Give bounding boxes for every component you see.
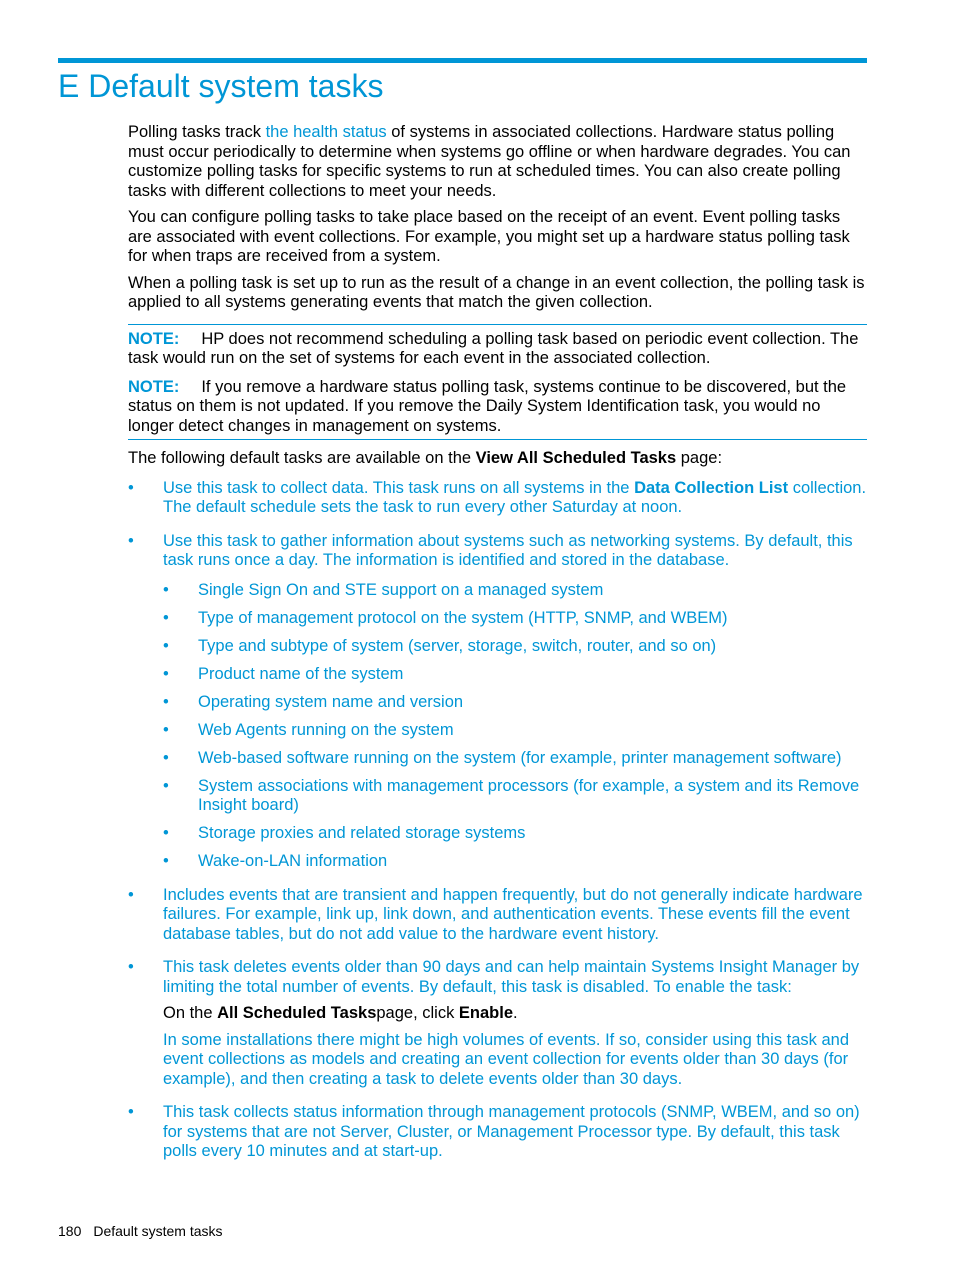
- note-label: NOTE:: [128, 329, 180, 348]
- page-footer: [58, 1222, 223, 1240]
- note-label: NOTE:: [128, 377, 180, 396]
- intro-paragraph-2: You can configure polling tasks to take place based on the receipt of an event. Event polling tasks are associated with event collections. For example, you might set up a hardware status polling task for when traps are received from a system.: [128, 208, 850, 265]
- sub-list-item: • Single Sign On and STE support on a managed system: [163, 581, 867, 601]
- sub-list-item: • Storage proxies and related storage systems: [163, 824, 867, 844]
- list-item: • This task collects status information through management protocols (SNMP, WBEM, and so on) for systems that are not Server, Cluster, or Management Processor type. By default, this task polls every 10 minutes and at start-up.: [128, 1103, 867, 1162]
- sub-list-item: • Type of management protocol on the system (HTTP, SNMP, and WBEM): [163, 609, 867, 629]
- list-item: • This task deletes events older than 90 days and can help maintain Systems Insight Manager by limiting the total number of events. By default, this task is disabled. To enable the task: On the All Scheduled Taskspage, click Enable. In some installations there might be high volumes of events. If so, consider using this task and event collections as models and creating an event collection for events older than 30 days (for example), and then creating a task to delete events older than 30 days.: [128, 958, 867, 1089]
- health-status-link[interactable]: the health status: [265, 123, 387, 141]
- list-intro: The following default tasks are available on the View All Scheduled Tasks page:: [128, 449, 723, 467]
- sub-list-item: • Product name of the system: [163, 665, 867, 685]
- page-number: 180: [58, 1223, 82, 1239]
- sub-list-item: • Operating system name and version: [163, 693, 867, 713]
- list-item: • Use this task to gather information about systems such as networking systems. By default, this task runs once a day. The information is identified and stored in the database. • Single Sign On and STE support on a managed system • Type of management protocol on the system (HTTP, SNMP, and WBEM) • Type and subtype of system (server, storage, switch, router, and so on) • Product name of the system • Operating system name and version • Web Agents running on the system • Web-based software running on the system (for example, printer management software) • System associations with management processors (for example, a system and its Remove Insight board) • Storage proxies and related storage systems • Wake-on-LAN information: [128, 532, 867, 872]
- sub-list-item: • Web-based software running on the system (for example, printer management software): [163, 749, 867, 769]
- note-1: NOTE: HP does not recommend scheduling a polling task based on periodic event collection. The task would run on the set of systems for each event in the associated collection.: [128, 329, 859, 367]
- list-item: • Includes events that are transient and happen frequently, but do not generally indicate hardware failures. For example, link up, link down, and authentication events. These events fill the event database tables, but do not add value to the hardware event history.: [128, 886, 867, 945]
- note-2: NOTE: If you remove a hardware status polling task, systems continue to be discovered, but the status on them is not updated. If you remove the Daily System Identification task, you would no longer detect changes in management on systems.: [128, 377, 847, 435]
- main-content: [128, 123, 867, 1176]
- top-rule: [58, 58, 867, 63]
- task-note-paragraph: In some installations there might be high volumes of events. If so, consider using this task and event collections as models and creating an event collection for events older than 30 days (for example), and then creating a task to delete events older than 30 days.: [163, 1030, 850, 1088]
- list-item: • Use this task to collect data. This task runs on all systems in the Data Collection List collection. The default schedule sets the task to run every other Saturday at noon.: [128, 479, 867, 518]
- sub-list-item: • Wake-on-LAN information: [163, 852, 867, 872]
- page-title: E Default system tasks: [58, 68, 384, 104]
- default-tasks-list: [128, 479, 867, 1162]
- notes-box: [128, 324, 867, 441]
- sub-list-item: • System associations with management processors (for example, a system and its Remove Insight board): [163, 777, 867, 816]
- sub-list-item: • Type and subtype of system (server, storage, switch, router, and so on): [163, 637, 867, 657]
- enable-step: On the All Scheduled Taskspage, click Enable.: [163, 1004, 518, 1022]
- identification-items-list: [163, 581, 867, 872]
- intro-paragraph-3: When a polling task is set up to run as the result of a change in an event collection, the polling task is applied to all systems generating events that match the given collection.: [128, 273, 865, 311]
- intro-paragraph-1: Polling tasks track the health status of systems in associated collections. Hardware status polling must occur periodically to determine when systems go offline or when hardware degrades. You can customize polling tasks for specific systems to run at scheduled times. You can also create polling tasks with different collections to meet your needs.: [128, 123, 851, 200]
- sub-list-item: • Web Agents running on the system: [163, 721, 867, 741]
- footer-section-title: Default system tasks: [93, 1223, 223, 1239]
